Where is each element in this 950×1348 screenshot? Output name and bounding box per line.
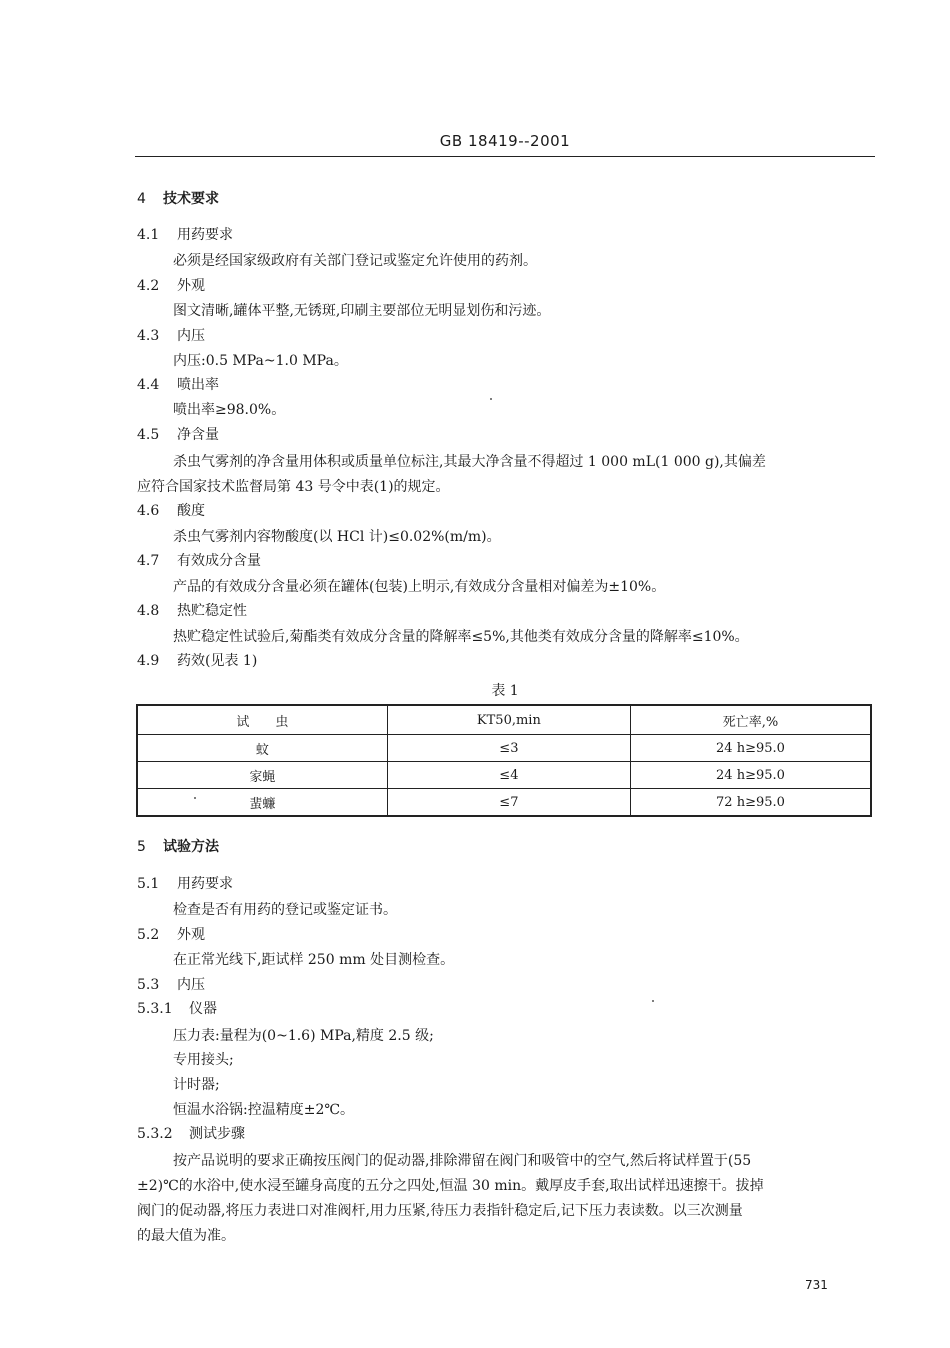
section-number: 5.1 (137, 876, 160, 892)
section-title: 技术要求 (163, 191, 219, 207)
section-5-3-1-heading (137, 1000, 217, 1018)
scan-speck (490, 398, 492, 400)
section-4-5-text-line1: 杀虫气雾剂的净含量用体积或质量单位标注,其最大净含量不得超过 1 000 mL(1 000 g),其偏差 (173, 454, 766, 470)
instrument-item: 计时器; (173, 1077, 220, 1093)
table-header-cell: 试 虫 (137, 705, 387, 735)
table-row (137, 789, 871, 817)
section-title: 测试步骤 (189, 1126, 245, 1142)
section-4-1-text: 必须是经国家级政府有关部门登记或鉴定允许使用的药剂。 (173, 253, 537, 269)
section-4-4-text: 喷出率≥98.0%。 (173, 402, 286, 418)
section-number: 4.3 (137, 328, 160, 344)
table-header-cell: KT50,min (387, 705, 630, 735)
section-4-5-heading (137, 426, 219, 444)
scan-speck (652, 1000, 654, 1002)
table-cell: ≤7 (387, 789, 630, 817)
section-title: 净含量 (177, 427, 219, 443)
section-5-1-text: 检查是否有用药的登记或鉴定证书。 (173, 902, 397, 918)
section-number: 4.7 (137, 553, 160, 569)
section-4-1-heading (137, 226, 233, 244)
section-number: 5.3.2 (137, 1126, 173, 1142)
table-caption: 表 1 (491, 683, 519, 699)
section-title: 内压 (177, 977, 205, 993)
section-4-4-heading (137, 376, 219, 394)
section-title: 用药要求 (177, 227, 233, 243)
section-number: 4.8 (137, 603, 160, 619)
page-number: 731 (805, 1278, 828, 1292)
instrument-item: 压力表:量程为(0~1.6) MPa,精度 2.5 级; (173, 1028, 434, 1044)
section-number: 4.1 (137, 227, 160, 243)
section-4-8-text: 热贮稳定性试验后,菊酯类有效成分含量的降解率≤5%,其他类有效成分含量的降解率≤10%。 (173, 629, 749, 645)
section-4-8-heading (137, 602, 247, 620)
section-title: 仪器 (189, 1001, 217, 1017)
table-cell: 家蝇 (137, 762, 387, 789)
section-4-heading (137, 190, 219, 208)
section-title: 热贮稳定性 (177, 603, 247, 619)
section-title: 外观 (177, 927, 205, 943)
section-number: 5 (137, 839, 146, 855)
table-cell: 24 h≥95.0 (630, 735, 871, 762)
section-title: 酸度 (177, 503, 205, 519)
table-cell: 蚊 (137, 735, 387, 762)
section-5-heading (137, 838, 219, 856)
section-4-6-text: 杀虫气雾剂内容物酸度(以 HCl 计)≤0.02%(m/m)。 (173, 529, 501, 545)
section-number: 4 (137, 191, 146, 207)
section-5-2-heading (137, 926, 205, 944)
section-4-5-text-line2: 应符合国家技术监督局第 43 号令中表(1)的规定。 (137, 479, 450, 495)
table-row (137, 762, 871, 789)
section-4-3-heading (137, 327, 205, 345)
section-number: 4.5 (137, 427, 160, 443)
table-cell: 蜚蠊 (137, 789, 387, 817)
scan-speck (194, 797, 196, 799)
section-title: 用药要求 (177, 876, 233, 892)
table-cell: 24 h≥95.0 (630, 762, 871, 789)
section-4-2-heading (137, 277, 205, 295)
section-5-3-2-heading (137, 1125, 245, 1143)
section-title: 有效成分含量 (177, 553, 261, 569)
section-number: 4.6 (137, 503, 160, 519)
section-title: 外观 (177, 278, 205, 294)
section-number: 4.9 (137, 653, 160, 669)
procedure-text-line4: 的最大值为准。 (137, 1228, 235, 1244)
section-4-6-heading (137, 502, 205, 520)
instrument-item: 恒温水浴锅:控温精度±2℃。 (173, 1102, 355, 1118)
section-title: 试验方法 (163, 839, 219, 855)
section-number: 5.3 (137, 977, 160, 993)
table-cell: ≤3 (387, 735, 630, 762)
section-4-7-text: 产品的有效成分含量必须在罐体(包装)上明示,有效成分含量相对偏差为±10%。 (173, 579, 666, 595)
section-title: 喷出率 (177, 377, 219, 393)
section-title: 药效(见表 1) (177, 653, 258, 669)
procedure-text-line1: 按产品说明的要求正确按压阀门的促动器,排除滞留在阀门和吸管中的空气,然后将试样置于(55 (173, 1153, 752, 1169)
section-5-1-heading (137, 875, 233, 893)
section-number: 4.4 (137, 377, 160, 393)
header-rule (135, 156, 875, 157)
table-header-cell: 死亡率,% (630, 705, 871, 735)
instrument-item: 专用接头; (173, 1052, 234, 1068)
section-number: 5.3.1 (137, 1001, 173, 1017)
table-header-row (137, 705, 871, 735)
section-number: 5.2 (137, 927, 160, 943)
procedure-text-line3: 阀门的促动器,将压力表进口对准阀杆,用力压紧,待压力表指针稳定后,记下压力表读数。以三次测量 (137, 1203, 743, 1219)
table-cell: 72 h≥95.0 (630, 789, 871, 817)
efficacy-table (136, 704, 872, 817)
section-4-7-heading (137, 552, 261, 570)
section-4-2-text: 图文清晰,罐体平整,无锈斑,印刷主要部位无明显划伤和污迹。 (173, 303, 551, 319)
procedure-text-line2: ±2)℃的水浴中,使水浸至罐身高度的五分之四处,恒温 30 min。戴厚皮手套,取出试样迅速擦干。拔掉 (137, 1178, 764, 1194)
section-5-2-text: 在正常光线下,距试样 250 mm 处目测检查。 (173, 952, 455, 968)
section-title: 内压 (177, 328, 205, 344)
section-5-3-heading (137, 976, 205, 994)
section-4-9-heading (137, 652, 257, 670)
table-cell: ≤4 (387, 762, 630, 789)
table-row (137, 735, 871, 762)
section-4-3-text: 内压:0.5 MPa~1.0 MPa。 (173, 353, 348, 369)
section-number: 4.2 (137, 278, 160, 294)
page-header: GB 18419--2001 (439, 132, 571, 150)
